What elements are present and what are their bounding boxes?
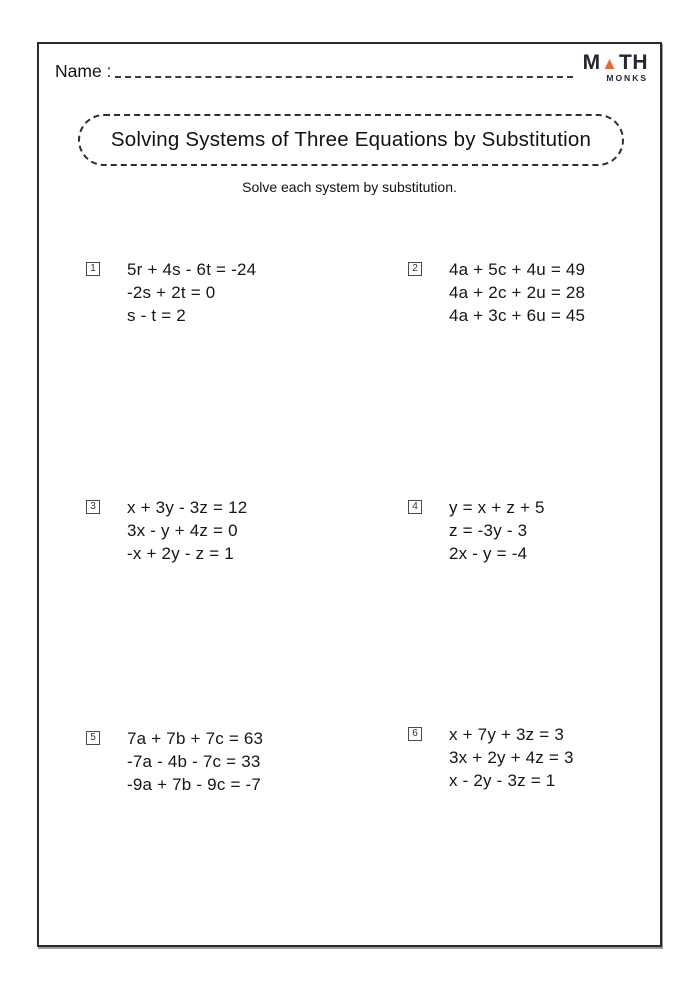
problem-6 bbox=[408, 723, 574, 792]
logo-monks-word: MONKS bbox=[606, 73, 648, 83]
problem-3 bbox=[86, 496, 247, 565]
problem-number-badge: 2 bbox=[408, 262, 422, 276]
name-row bbox=[55, 52, 648, 83]
problem-number-badge: 3 bbox=[86, 500, 100, 514]
equation-line: x - 2y - 3z = 1 bbox=[449, 771, 556, 790]
equation-list bbox=[127, 496, 247, 565]
equation-line: z = -3y - 3 bbox=[449, 521, 528, 540]
equation-line: -7a - 4b - 7c = 33 bbox=[127, 752, 261, 771]
equation-list bbox=[449, 723, 574, 792]
problem-number-badge: 6 bbox=[408, 727, 422, 741]
logo-triangle-icon: ▲ bbox=[601, 54, 619, 73]
logo-letters-th: TH bbox=[619, 51, 648, 74]
worksheet-page bbox=[37, 42, 662, 947]
equation-line: 3x + 2y + 4z = 3 bbox=[449, 748, 574, 767]
name-label: Name : bbox=[55, 60, 112, 81]
equation-list bbox=[127, 727, 263, 796]
problem-2 bbox=[408, 258, 585, 327]
problem-number-badge: 4 bbox=[408, 500, 422, 514]
equation-line: 4a + 3c + 6u = 45 bbox=[449, 306, 586, 325]
problem-4 bbox=[408, 496, 545, 565]
instruction-text: Solve each system by substitution. bbox=[242, 179, 457, 195]
equation-line: 4a + 5c + 4u = 49 bbox=[449, 260, 586, 279]
logo-math-word bbox=[583, 52, 648, 73]
equation-line: y = x + z + 5 bbox=[449, 498, 545, 517]
equation-line: s - t = 2 bbox=[127, 306, 186, 325]
equation-line: 3x - y + 4z = 0 bbox=[127, 521, 238, 540]
equation-line: x + 7y + 3z = 3 bbox=[449, 725, 564, 744]
math-monks-logo bbox=[583, 52, 648, 83]
worksheet-title: Solving Systems of Three Equations by Substitution bbox=[110, 128, 592, 151]
logo-letter-m: M bbox=[582, 51, 601, 74]
equation-line: x + 3y - 3z = 12 bbox=[127, 498, 248, 517]
problem-number-badge: 5 bbox=[86, 731, 100, 745]
title-pill bbox=[78, 114, 624, 166]
equation-line: -2s + 2t = 0 bbox=[127, 283, 216, 302]
equation-line: 5r + 4s - 6t = -24 bbox=[127, 260, 257, 279]
problem-number-badge: 1 bbox=[86, 262, 100, 276]
equation-line: 2x - y = -4 bbox=[449, 544, 528, 563]
problem-5 bbox=[86, 727, 263, 796]
equation-line: -9a + 7b - 9c = -7 bbox=[127, 775, 262, 794]
equation-line: 4a + 2c + 2u = 28 bbox=[449, 283, 586, 302]
equation-line: -x + 2y - z = 1 bbox=[127, 544, 234, 563]
problem-1 bbox=[86, 258, 256, 327]
equation-line: 7a + 7b + 7c = 63 bbox=[127, 729, 264, 748]
equation-list bbox=[127, 258, 256, 327]
equation-list bbox=[449, 496, 545, 565]
equation-list bbox=[449, 258, 585, 327]
name-blank-line bbox=[115, 76, 572, 78]
